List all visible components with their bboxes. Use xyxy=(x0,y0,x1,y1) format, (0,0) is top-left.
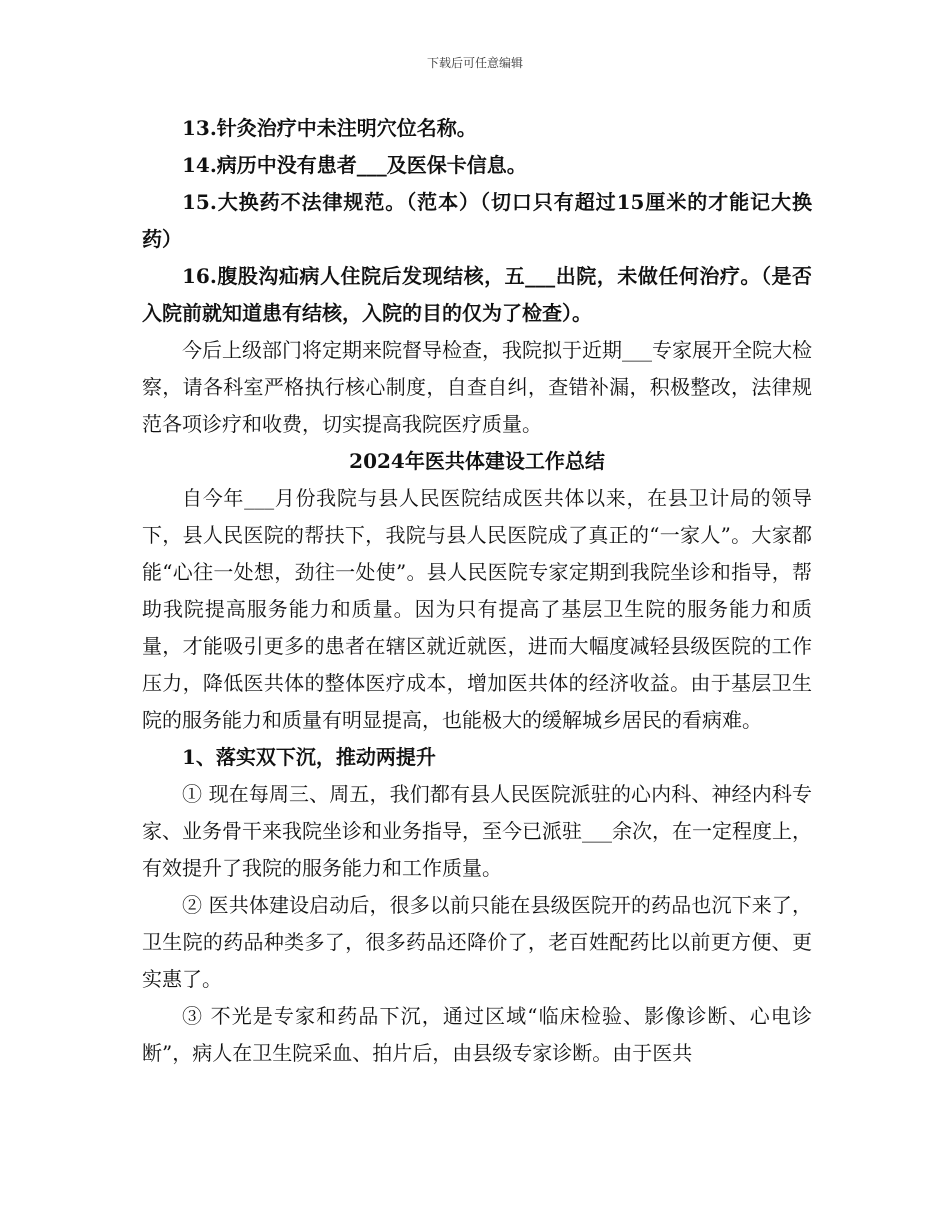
document-body xyxy=(142,110,812,1072)
paragraph-item-16: 16.腹股沟疝病人住院后发现结核，五___出院，未做任何治疗。（是否入院前就知道患有结核，入院的目的仅为了检查）。 xyxy=(142,264,812,325)
paragraph-item-13: 13.针灸治疗中未注明穴位名称。 xyxy=(182,116,477,140)
list-item-3: ③ 不光是专家和药品下沉，通过区域“临床检验、影像诊断、心电诊断”，病人在卫生院采血、拍片后，由县级专家诊断。由于医共 xyxy=(142,1004,812,1065)
section-title: 2024年医共体建设工作总结 xyxy=(349,449,605,473)
paragraph-item-15: 15.大换药不法律规范。（范本）（切口只有超过15厘米的才能记大换药） xyxy=(142,190,812,251)
paragraph-item-14: 14.病历中没有患者___及医保卡信息。 xyxy=(182,153,527,177)
page-header: 下载后可任意编辑 xyxy=(426,56,523,70)
subheading: 1、落实双下沉，推动两提升 xyxy=(182,745,436,769)
paragraph-closing: 今后上级部门将定期来院督导检查，我院拟于近期___专家展开全院大检察，请各科室严格执行核心制度，自查自纠，查错补漏，积极整改，法律规范各项诊疗和收费，切实提高我院医疗质量。 xyxy=(142,338,812,436)
list-item-2: ② 医共体建设启动后，很多以前只能在县级医院开的药品也沉下来了，卫生院的药品种类多了，很多药品还降价了，老百姓配药比以前更方便、更实惠了。 xyxy=(142,893,812,991)
paragraph-intro: 自今年___月份我院与县人民医院结成医共体以来，在县卫计局的领导下，县人民医院的帮扶下，我院与县人民医院成了真正的“一家人”。大家都能“心往一处想，劲往一处使”。县人民医院专家定期到我院坐诊和指导，帮助我院提高服务能力和质量。因为只有提高了基层卫生院的服务能力和质量，才能吸引更多的患者在辖区就近就医，进而大幅度减轻县级医院的工作压力，降低医共体的整体医疗成本，增加医共体的经济收益。由于基层卫生院的服务能力和质量有明显提高，也能极大的缓解城乡居民的看病难。 xyxy=(142,486,812,732)
list-item-1: ① 现在每周三、周五，我们都有县人民医院派驻的心内科、神经内科专家、业务骨干来我院坐诊和业务指导，至今已派驻___余次，在一定程度上，有效提升了我院的服务能力和工作质量。 xyxy=(142,782,812,880)
